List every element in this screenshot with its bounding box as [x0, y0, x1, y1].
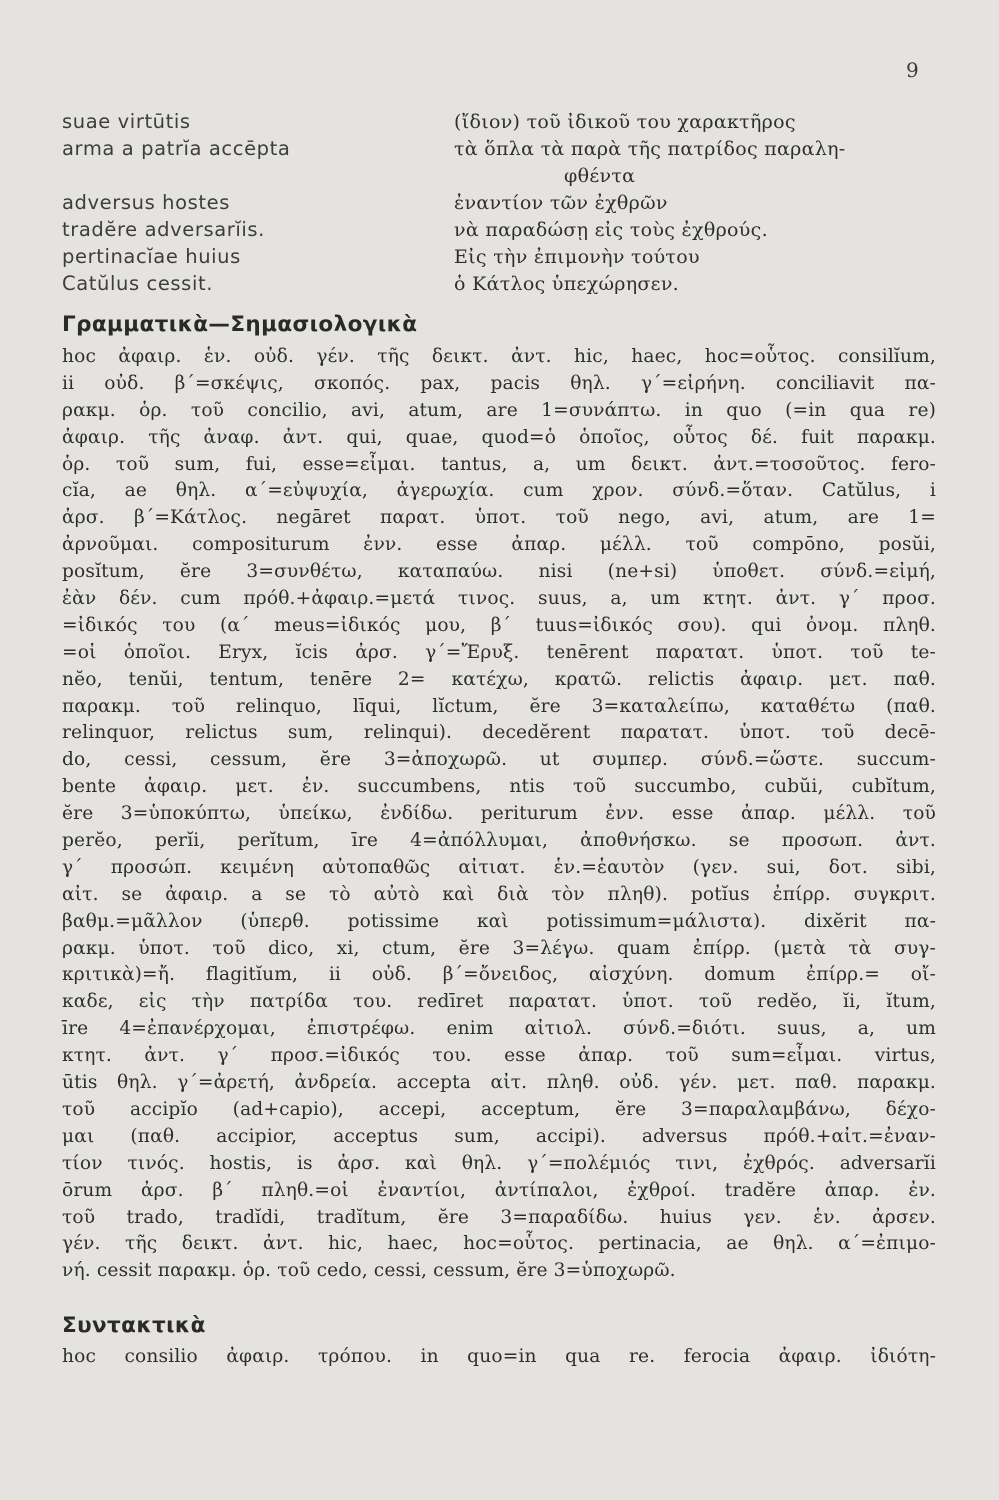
- greek-translation: νὰ παραδώσῃ εἰς τοὺς ἐχθρούς.: [454, 219, 768, 241]
- text-line: bente ἀφαιρ. μετ. ἐν. succumbens, ntis τοῦ succumbo, cubŭi, cubĭtum,: [62, 776, 936, 798]
- greek-translation: (ἴδιον) τοῦ ἰδικοῦ του χαρακτῆρος: [454, 111, 796, 133]
- latin-phrase: suae virtūtis: [62, 110, 191, 133]
- text-line: cĭa, ae θηλ. α΄=εὐψυχία, ἀγερωχία. cum χρον. σύνδ.=ὅταν. Catŭlus, i: [62, 480, 936, 502]
- translation-row: [62, 241, 942, 268]
- text-line: ἀρνοῦμαι. compositurum ἐνν. esse ἀπαρ. μέλλ. τοῦ compōno, posŭi,: [62, 534, 936, 556]
- text-line: ĕre 3=ὑποκύπτω, ὑπείκω, ἐνδίδω. periturum ἐνν. esse ἀπαρ. μέλλ. τοῦ: [62, 803, 936, 825]
- translation-row: [62, 187, 942, 214]
- text-line: relinquor, relictus sum, relinqui). decedĕrent παρατατ. ὑποτ. τοῦ decē-: [62, 722, 936, 744]
- text-line: hoc consilio ἀφαιρ. τρόπου. in quo=in qua re. ferocia ἀφαιρ. ἰδιότη-: [62, 1346, 936, 1367]
- section-heading-grammar: Γραμματικὰ—Σημασιολογικὰ: [62, 312, 418, 337]
- text-line: do, cessi, cessum, ĕre 3=ἀποχωρῶ. ut συμπερ. σύνδ.=ὥστε. succum-: [62, 749, 936, 771]
- text-line: καδε, εἰς τὴν πατρίδα του. redīret παρατατ. ὑποτ. τοῦ redĕo, ĭi, ĭtum,: [62, 991, 936, 1013]
- greek-translation: ἐναντίον τῶν ἐχθρῶν: [454, 192, 668, 214]
- latin-phrase: Catŭlus cessit.: [62, 272, 214, 295]
- latin-phrase: arma a patrĭa accēpta: [62, 137, 291, 160]
- text-line: κτητ. ἀντ. γ΄ προσ.=ἰδικός του. esse ἀπαρ. τοῦ sum=εἶμαι. virtus,: [62, 1045, 936, 1067]
- section-heading-syntax: Συντακτικὰ: [62, 1313, 206, 1338]
- latin-phrase: tradĕre adversarĭis.: [62, 218, 265, 241]
- text-line: ἀφαιρ. τῆς ἀναφ. ἀντ. qui, quae, quod=ὁ ὁποῖος, οὗτος δέ. fuit παρακμ.: [62, 426, 936, 448]
- text-line: =ἰδικός του (α΄ meus=ἰδικός μου, β΄ tuus=ἰδικός σου). qui ὀνομ. πληθ.: [62, 614, 936, 636]
- text-line: ūtis θηλ. γ΄=ἀρετή, ἀνδρεία. accepta αἰτ. πληθ. οὐδ. γέν. μετ. παθ. παρακμ.: [62, 1072, 936, 1094]
- translation-block: [62, 106, 942, 295]
- text-line: τίον τινός. hostis, is ἀρσ. καὶ θηλ. γ΄=πολέμιός τινι, ἐχθρός. adversarĭi: [62, 1152, 936, 1174]
- text-line: ἐὰν δέν. cum πρόθ.+ἀφαιρ.=μετά τινος. suus, a, um κτητ. ἀντ. γ΄ προσ.: [62, 588, 936, 610]
- translation-row: [62, 133, 942, 160]
- text-line: hoc ἀφαιρ. ἑν. οὐδ. γέν. τῆς δεικτ. ἀντ. hic, haec, hoc=οὗτος. consilĭum,: [62, 346, 936, 367]
- text-line: ἀρσ. β΄=Κάτλος. negāret παρατ. ὑποτ. τοῦ nego, avi, atum, are 1=: [62, 507, 936, 529]
- grammar-text: [62, 344, 936, 1285]
- greek-translation: ὁ Κάτλος ὑπεχώρησεν.: [454, 273, 680, 295]
- text-line: τοῦ accipĭo (ad+capio), accepi, acceptum, ĕre 3=παραλαμβάνω, δέχο-: [62, 1098, 936, 1120]
- text-line: γ΄ προσώπ. κειμένη αὐτοπαθῶς αἰτιατ. ἑν.=ἑαυτὸν (γεν. sui, δοτ. sibi,: [62, 856, 936, 878]
- text-line: μαι (παθ. accipior, acceptus sum, accipi). adversus πρόθ.+αἰτ.=ἐναν-: [62, 1125, 936, 1147]
- text-line: ὁρ. τοῦ sum, fui, esse=εἶμαι. tantus, a, um δεικτ. ἀντ.=τοσοῦτος. fero-: [62, 453, 936, 475]
- syntax-text: [62, 1344, 936, 1371]
- text-line: αἰτ. se ἀφαιρ. a se τὸ αὐτὸ καὶ διὰ τὸν πληθ). potĭus ἐπίρρ. συγκριτ.: [62, 883, 936, 905]
- text-line: ρακμ. ὑποτ. τοῦ dico, xi, ctum, ĕre 3=λέγω. quam ἐπίρρ. (μετὰ τὰ συγ-: [62, 937, 936, 959]
- text-line: βαθμ.=μᾶλλον (ὑπερθ. potissime καὶ potissimum=μάλιστα). dixĕrit πα-: [62, 910, 936, 932]
- translation-row: [62, 106, 942, 133]
- text-line: īre 4=ἐπανέρχομαι, ἐπιστρέφω. enim αἰτιολ. σύνδ.=διότι. suus, a, um: [62, 1018, 936, 1040]
- text-line: νή. cessit παρακμ. ὁρ. τοῦ cedo, cessi, cessum, ĕre 3=ὑποχωρῶ.: [62, 1260, 676, 1282]
- translation-row: [62, 160, 942, 187]
- greek-translation: τὰ ὅπλα τὰ παρὰ τῆς πατρίδος παραλη-: [454, 138, 846, 160]
- page-number: 9: [906, 58, 919, 82]
- text-line: κριτικὰ)=ἤ. flagitĭum, ii οὐδ. β΄=ὄνειδος, αἰσχύνη. domum ἐπίρρ.= οἴ-: [62, 964, 936, 986]
- text-line: perĕo, perĭi, perĭtum, īre 4=ἀπόλλυμαι, ἀποθνήσκω. se προσωπ. ἀντ.: [62, 830, 936, 852]
- text-line: =οἱ ὁποῖοι. Eryx, ĭcis ἀρσ. γ΄=Ἔρυξ. tenērent παρατατ. ὑποτ. τοῦ te-: [62, 641, 936, 663]
- translation-row: [62, 268, 942, 295]
- text-line: posĭtum, ĕre 3=συνθέτω, καταπαύω. nisi (ne+si) ὑποθετ. σύνδ.=εἰμή,: [62, 561, 936, 583]
- text-line: ii οὐδ. β΄=σκέψις, σκοπός. pax, pacis θηλ. γ΄=εἰρήνη. conciliavit πα-: [62, 372, 936, 394]
- text-line: ρακμ. ὁρ. τοῦ concilio, avi, atum, are 1=συνάπτω. in quo (=in qua re): [62, 399, 936, 421]
- text-line: παρακμ. τοῦ relinquo, līqui, lĭctum, ĕre 3=καταλείπω, καταθέτω (παθ.: [62, 695, 936, 717]
- greek-translation: φθέντα: [564, 165, 636, 187]
- text-line: ōrum ἀρσ. β΄ πληθ.=οἱ ἐναντίοι, ἀντίπαλοι, ἐχθροί. tradĕre ἀπαρ. ἐν.: [62, 1179, 936, 1201]
- latin-phrase: adversus hostes: [62, 191, 231, 214]
- text-line: nĕo, tenŭi, tentum, tenēre 2= κατέχω, κρατῶ. relictis ἀφαιρ. μετ. παθ.: [62, 668, 936, 690]
- text-line: τοῦ trado, tradĭdi, tradĭtum, ĕre 3=παραδίδω. huius γεν. ἑν. ἀρσεν.: [62, 1206, 936, 1228]
- greek-translation: Εἰς τὴν ἐπιμονὴν τούτου: [454, 246, 700, 268]
- translation-row: [62, 214, 942, 241]
- latin-phrase: pertinacĭae huius: [62, 245, 241, 268]
- text-line: γέν. τῆς δεικτ. ἀντ. hic, haec, hoc=οὗτος. pertinacia, ae θηλ. α΄=ἐπιμο-: [62, 1233, 936, 1255]
